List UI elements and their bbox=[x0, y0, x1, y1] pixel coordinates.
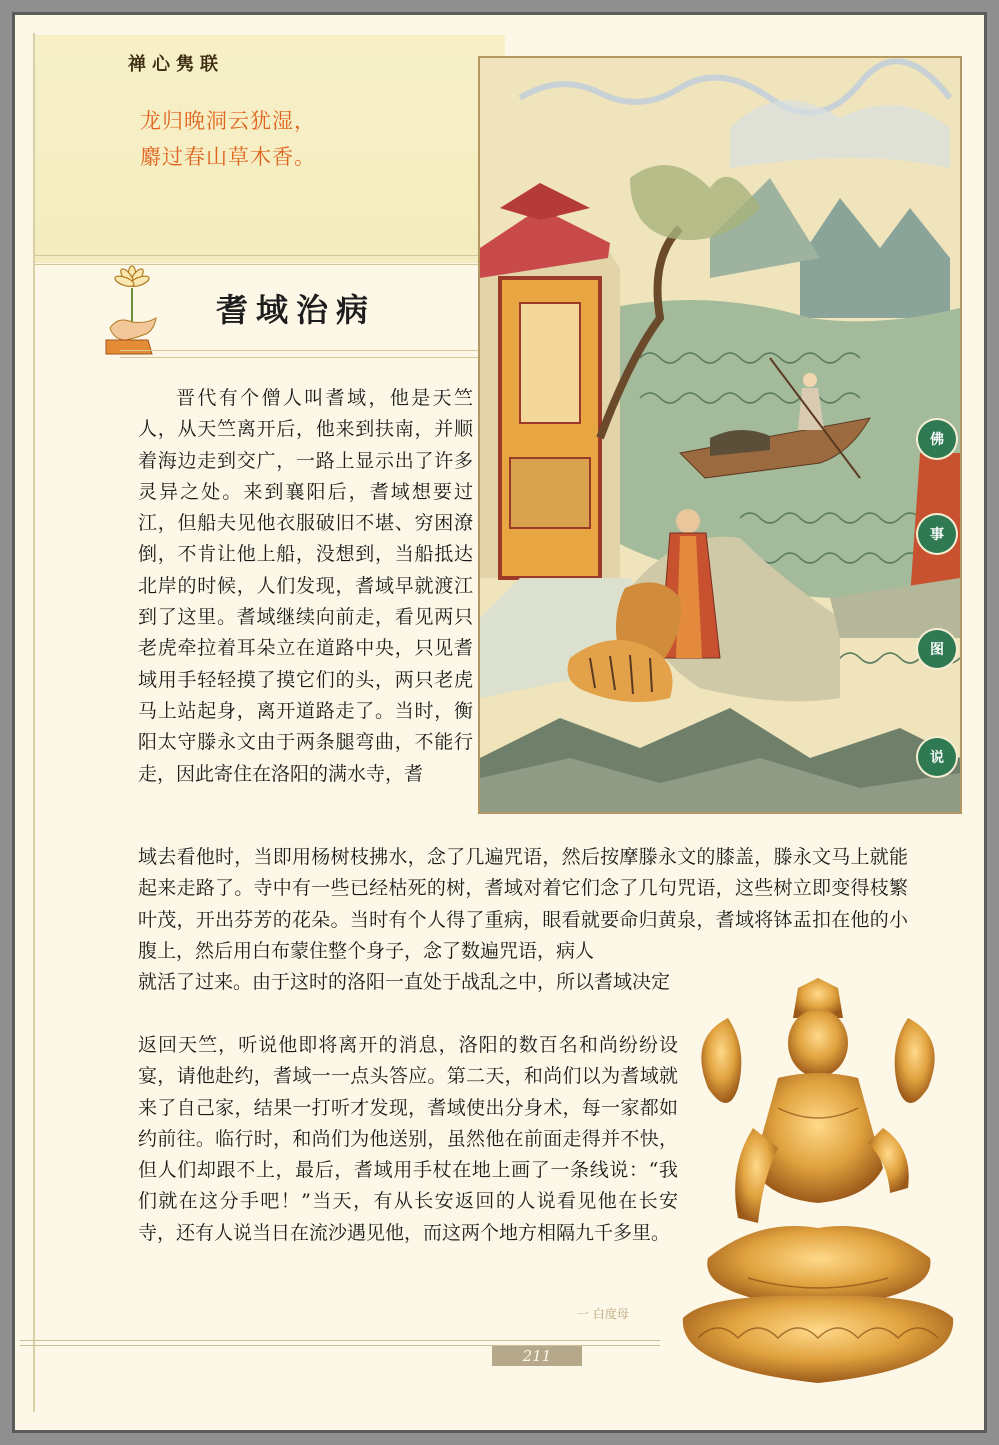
couplet-line-2: 麝过春山草木香。 bbox=[140, 145, 316, 169]
side-seal-4: 说 bbox=[918, 738, 956, 776]
side-seal-3: 图 bbox=[918, 630, 956, 668]
tara-statue-icon bbox=[668, 978, 968, 1388]
statue-caption: 一 白度母 bbox=[577, 1307, 629, 1321]
side-seal-2: 事 bbox=[918, 515, 956, 553]
couplet-heading: 禅心隽联 bbox=[128, 54, 224, 75]
article-paragraph-2: 域去看他时，当即用杨树枝拂水，念了几遍咒语，然后按摩滕永文的膝盖，滕永文马上就能起来走路了。寺中有一些已经枯死的树，耆域对着它们念了几句咒语，这些树立即变得枝繁叶茂，开出芬芳的花朵。当时有个人得了重病，眼看就要命归黄泉，耆域将钵盂扣在他的小腹上，然后用白布蒙住整个身子，念了数遍咒语，病人 bbox=[138, 846, 908, 962]
article-paragraph-4: 返回天竺，听说他即将离开的消息，洛阳的数百名和尚纷纷设宴，请他赴约，耆域一一点头答应。第二天，和尚们以为耆域就来了自己家，结果一打听才发现，耆域使出分身术，每一家都如约前往。临行时，和尚们为他送别，虽然他在前面走得并不快，但人们却跟不上，最后，耆域用手杖在地上画了一条线说：“我们就在这分手吧！”当天，有从长安返回的人说看见他在长安寺，还有人说当日在流沙遇见他，而这两个地方相隔九千多里。 bbox=[138, 1034, 678, 1244]
lotus-hand-icon bbox=[92, 258, 172, 378]
article-title: 耆域治病 bbox=[216, 291, 377, 329]
article-paragraph-3: 就活了过来。由于这时的洛阳一直处于战乱之中，所以耆域决定 bbox=[138, 971, 671, 993]
buddhist-painting-icon bbox=[480, 58, 960, 812]
page-number: 211 bbox=[492, 1346, 582, 1366]
painting-illustration bbox=[478, 56, 962, 814]
side-seal-1: 佛 bbox=[918, 420, 956, 458]
couplet-line-1: 龙归晚洞云犹湿， bbox=[140, 109, 316, 133]
article-paragraph-1: 晋代有个僧人叫耆域，他是天竺人，从天竺离开后，他来到扶南，并顺着海边走到交广，一路上显示出了许多灵异之处。来到襄阳后，耆域想要过江，但船夫见他衣服破旧不堪、穷困潦倒，不肯让他上船，没想到，当船抵达北岸的时候，人们发现，耆域早就渡江到了这里。耆域继续向前走，看见两只老虎牵拉着耳朵立在道路中央，只见耆域用手轻轻摸了摸它们的头，两只老虎马上站起身，离开道路走了。当时，衡阳太守滕永文由于两条腿弯曲，不能行走，因此寄住在洛阳的满水寺，耆 bbox=[138, 387, 473, 785]
title-underline bbox=[120, 350, 480, 358]
